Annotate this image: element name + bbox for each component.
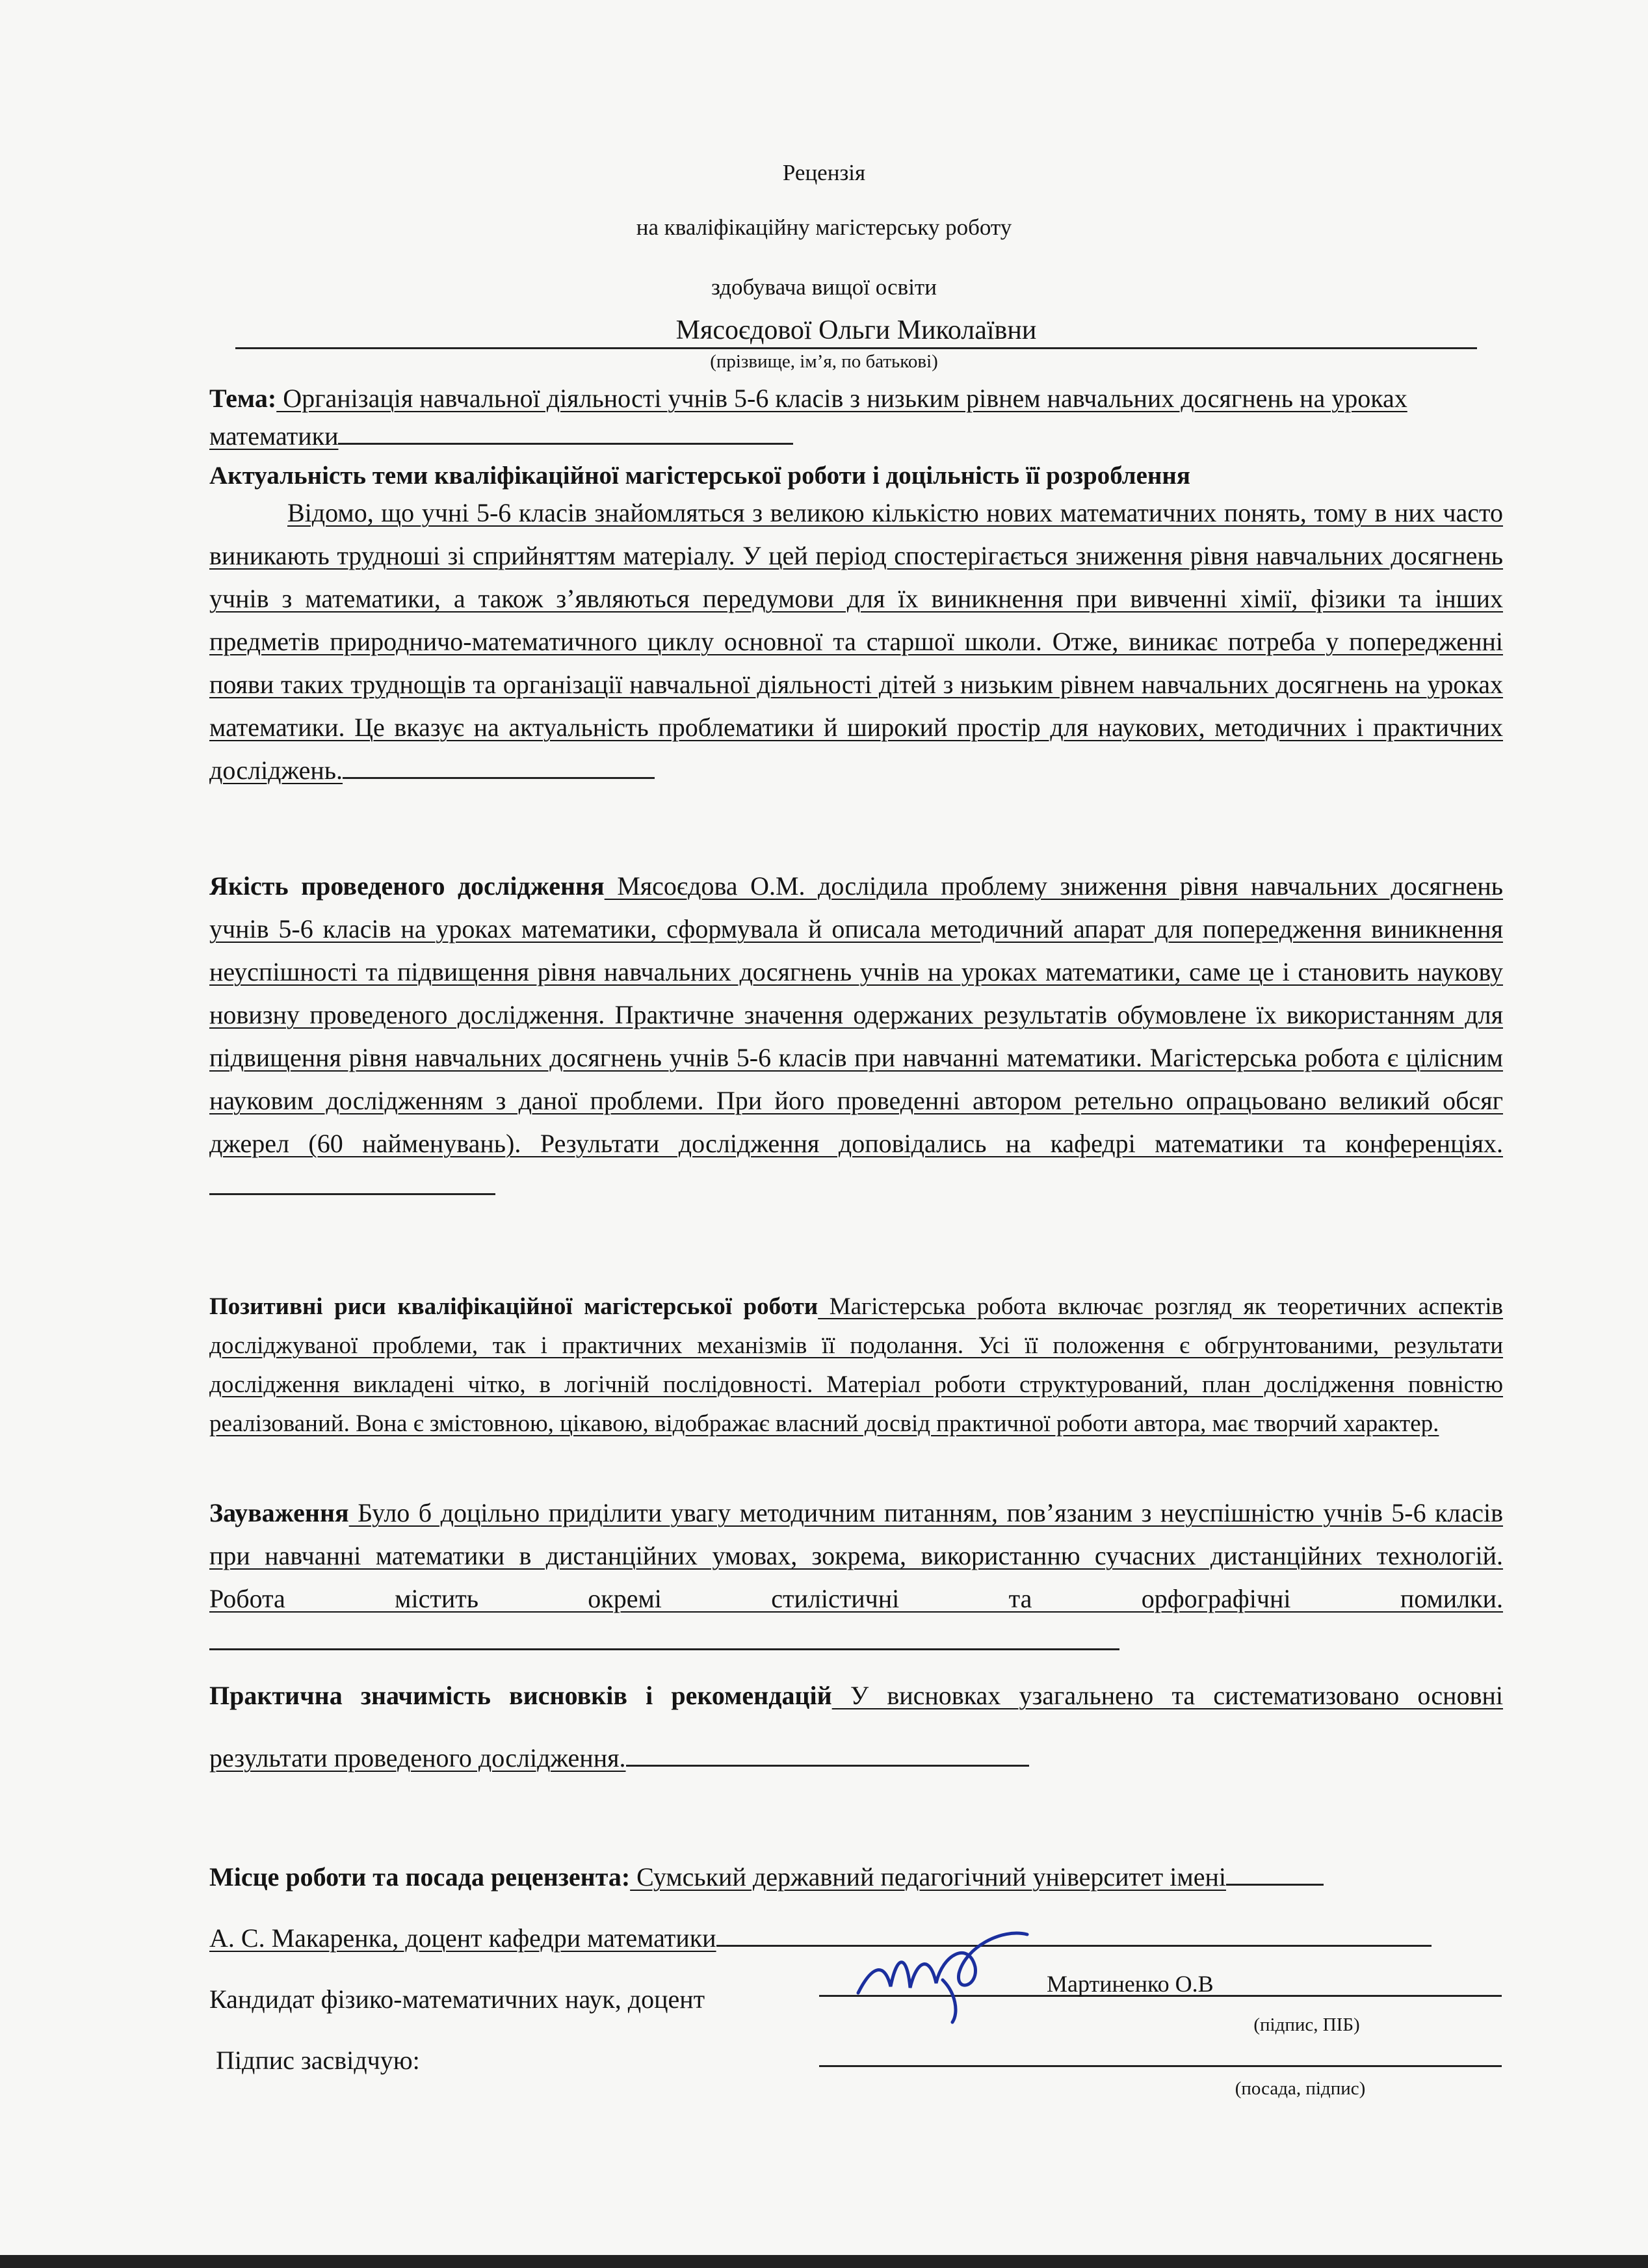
practical-section bbox=[209, 1665, 1503, 1789]
practical-label: Практична значимість висновків і рекомендацій bbox=[209, 1681, 832, 1710]
handwritten-signature bbox=[845, 1915, 1040, 2025]
student-name: Мясоєдової Ольги Миколаївни bbox=[675, 315, 1037, 345]
theme-text: Організація навчальної діяльності учнів 5-6 класів з низьким рівнем навчальних досягнень на уроках математики bbox=[209, 384, 1407, 451]
student-name-field bbox=[235, 313, 1477, 349]
relevance-section bbox=[209, 492, 1503, 792]
relevance-text: Відомо, що учні 5-6 класів знайомляться з великою кількістю нових математичних понять, тому в них часто виникають трудноші зі сприйняттям матеріалу. У цей період спостерігається зниження рівня навчальних досягнень учнів з математики, а також з’являються передумови для їх виникнення при вивченні хімії, фізики та інших предметів природничо-математичного циклу основної та старшої школи. Отже, виникає потреба у попередженні появи таких труднощів та організації навчальної діяльності дітей з низьким рівнем навчальних досягнень на уроках математики. Це вказує на актуальність проблематики й широкий простір для наукових, методичних і практичних досліджень. bbox=[209, 498, 1503, 785]
document-subtitle: на кваліфікаційну магістерську роботу bbox=[636, 215, 1012, 240]
positive-label: Позитивні риси кваліфікаційної магістерської роботи bbox=[209, 1293, 818, 1320]
theme-label: Тема: bbox=[209, 384, 277, 413]
reviewer-name: Мартиненко О.В bbox=[1047, 1971, 1214, 1997]
fill-line bbox=[338, 423, 793, 445]
student-name-caption: (прізвище, ім’я, по батькові) bbox=[710, 351, 938, 372]
scan-edge bbox=[0, 2255, 1648, 2268]
document-title: Рецензія bbox=[782, 160, 866, 185]
practical-text: У висновках узагальнено та систематизовано основні результати проведеного дослідження. bbox=[209, 1681, 1503, 1773]
reviewer-place-line bbox=[209, 1847, 1503, 1908]
positive-text: Магістерська робота включає розгляд як теоретичних аспектів досліджуваної проблеми, так і практичних механізмів її подолання. Усі її положення є обгрунтованими, результати дослідження викладені чітко, в логічній послідовності. Матеріал роботи структурований, план дослідження повністю реалізований. Вона є змістовною, цікавою, відображає власний досвід практичної роботи автора, має творчий характер. bbox=[209, 1293, 1503, 1437]
reviewer-place-text: Сумський державний педагогічний університет імені bbox=[630, 1862, 1226, 1892]
fill-line bbox=[209, 1174, 495, 1195]
document-line3: здобувача вищої освіти bbox=[711, 274, 937, 300]
certify-caption: (посада, підпис) bbox=[1235, 2078, 1366, 2099]
certify-signature-line bbox=[819, 2065, 1502, 2067]
relevance-heading-block bbox=[209, 455, 1503, 497]
theme-section bbox=[209, 380, 1503, 455]
fill-line bbox=[209, 1629, 1119, 1650]
quality-label: Якість проведеного дослідження bbox=[209, 871, 605, 901]
fill-line bbox=[1226, 1864, 1324, 1886]
remarks-section bbox=[209, 1492, 1503, 1663]
remarks-text: Було б доцільно приділити увагу методичним питанням, пов’язаним з неуспішністю учнів 5-6 класів при навчанні математики в дистанційних умовах, зокрема, використанню сучасних дистанційних технологій. Робота містить окремі стилістичні та орфографічні помилки. bbox=[209, 1498, 1503, 1613]
fill-line bbox=[716, 1925, 1432, 1947]
fill-line bbox=[343, 758, 655, 779]
reviewer-signature-caption: (підпис, ПІБ) bbox=[1253, 2014, 1360, 2035]
positive-section bbox=[209, 1287, 1503, 1444]
quality-section bbox=[209, 865, 1503, 1208]
certify-label: Підпис засвідчую: bbox=[216, 2046, 420, 2075]
reviewer-place-text2: А. С. Макаренка, доцент кафедри математики bbox=[209, 1923, 716, 1953]
relevance-heading: Актуальність теми кваліфікаційної магістерської роботи і доцільність її розроблення bbox=[209, 462, 1190, 490]
remarks-label: Зауваження bbox=[209, 1498, 349, 1527]
fill-line bbox=[626, 1745, 1029, 1767]
reviewer-place-label: Місце роботи та посада рецензента: bbox=[209, 1862, 631, 1892]
quality-text: Мясоєдова О.М. дослідила проблему зниження рівня навчальних досягнень учнів 5-6 класів на уроках математики, сформувала й описала методичний апарат для попередження виникнення неуспішності та підвищення рівня навчальних досягнень учнів на уроках математики, саме це і становить наукову новизну проведеного дослідження. Практичне значення одержаних результатів обумовлене їх використанням для підвищення рівня навчальних досягнень учнів 5-6 класів при навчанні математики. Магістерська робота є цілісним науковим дослідженням з даної проблеми. При його проведенні автором ретельно опрацьовано великий обсяг джерел (60 найменувань). Результати дослідження доповідались на кафедрі математики та конференціях. bbox=[209, 871, 1504, 1158]
reviewer-degree: Кандидат фізико-математичних наук, доцент bbox=[209, 1984, 705, 2014]
